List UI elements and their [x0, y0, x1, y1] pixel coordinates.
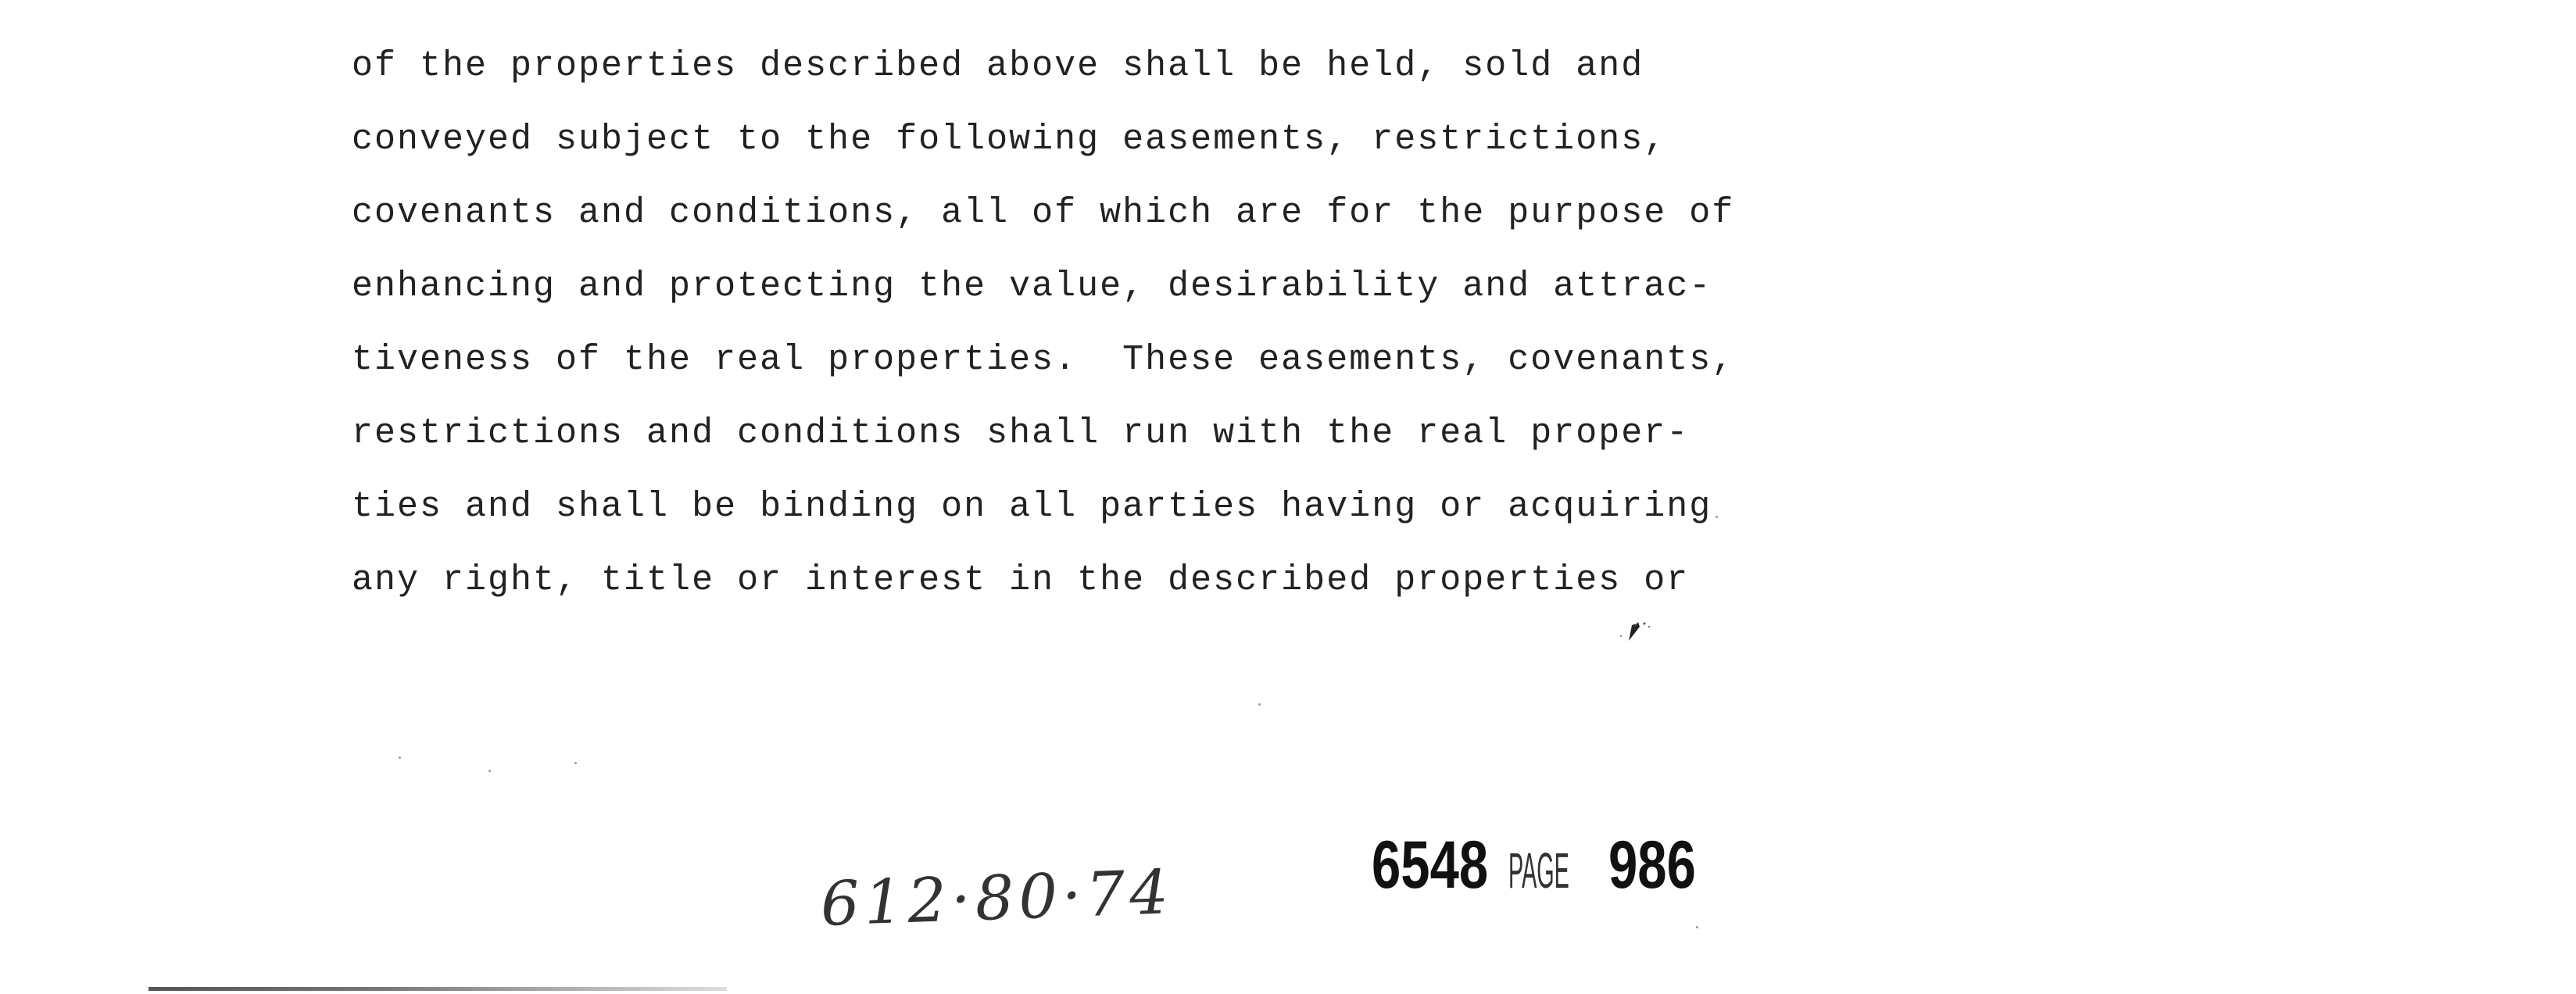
speck: [1716, 516, 1718, 518]
speck: [574, 762, 577, 764]
speck: [399, 756, 401, 759]
speck: [1258, 703, 1261, 706]
bottom-edge-rule: [148, 987, 727, 991]
speck: [488, 770, 491, 772]
stamp-page-number: 986: [1608, 828, 1696, 903]
ink-smudge: [1618, 617, 1665, 649]
text-line: of the properties described above shall be held, sold and: [352, 46, 1644, 86]
text-line: any right, title or interest in the described properties or: [352, 560, 1690, 600]
book-page-stamp: [1372, 827, 1721, 904]
text-line: enhancing and protecting the value, desirability and attrac-: [352, 266, 1712, 306]
text-line: ties and shall be binding on all parties having or acquiring: [352, 487, 1712, 527]
stamp-book-number: 6548: [1372, 828, 1489, 903]
text-line: covenants and conditions, all of which are for the purpose of: [352, 193, 1735, 233]
stamp-page-label: PAGE: [1508, 842, 1569, 899]
speck: [1696, 926, 1698, 928]
handwritten-note: 612·80·74: [819, 857, 1175, 940]
text-line: restrictions and conditions shall run with the real proper-: [352, 413, 1690, 453]
text-line: tiveness of the real properties. These easements, covenants,: [352, 340, 1735, 380]
partial-top-line: [899, 0, 921, 12]
text-line: conveyed subject to the following easements, restrictions,: [352, 120, 1667, 159]
